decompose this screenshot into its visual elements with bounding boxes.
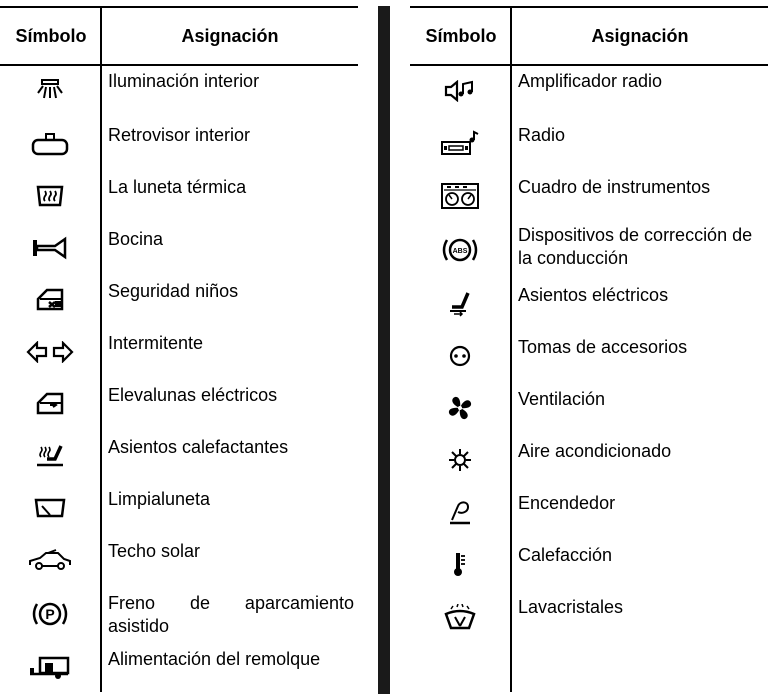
table-row <box>410 434 768 486</box>
row-label: Radio <box>518 125 566 145</box>
abs-letters: ABS <box>452 248 468 255</box>
parking-brake-letter: P <box>45 606 55 622</box>
row-label: Ventilación <box>518 389 606 409</box>
table-row <box>0 482 358 534</box>
table-row <box>410 538 768 590</box>
table-row <box>0 642 358 692</box>
sunroof-icon <box>0 534 100 586</box>
rearview-mirror-icon <box>0 118 100 170</box>
heating-icon <box>410 538 510 590</box>
row-label: Intermitente <box>108 333 204 353</box>
row-label: Encendedor <box>518 493 616 513</box>
radio-icon <box>410 118 510 170</box>
rear-wiper-icon <box>0 482 100 534</box>
power-window-icon <box>0 378 100 430</box>
table-row <box>0 586 358 642</box>
table-row <box>410 278 768 330</box>
trailer-power-icon <box>0 642 100 692</box>
fuse-table-left <box>0 6 358 669</box>
symbol-header: Símbolo <box>425 26 497 46</box>
instrument-cluster-icon <box>410 170 510 222</box>
turn-signal-icon <box>0 326 100 378</box>
windshield-washer-icon <box>410 590 510 646</box>
row-label: Techo solar <box>108 541 201 561</box>
horn-icon <box>0 222 100 274</box>
radio-amplifier-icon <box>410 64 510 118</box>
row-label: Cuadro de instrumentos <box>518 177 711 197</box>
air-conditioning-icon <box>410 434 510 486</box>
power-seat-icon <box>410 278 510 330</box>
row-label: Seguridad niños <box>108 281 239 301</box>
row-label: Tomas de accesorios <box>518 337 688 357</box>
table-row <box>0 118 358 170</box>
row-label: Alimentación del remolque <box>108 649 321 669</box>
table-row <box>410 382 768 434</box>
accessory-socket-icon <box>410 330 510 382</box>
row-label: Dispositivos de corrección de la conducción <box>518 225 753 268</box>
interior-light-icon <box>0 64 100 118</box>
row-label: Elevalunas eléctricos <box>108 385 278 405</box>
table-row <box>0 534 358 586</box>
table-row <box>0 222 358 274</box>
table-header <box>0 6 358 66</box>
table-row <box>0 64 358 118</box>
table-row <box>410 170 768 222</box>
table-row <box>410 590 768 646</box>
table-row <box>410 118 768 170</box>
assignment-header: Asignación <box>591 26 689 46</box>
row-label: Asientos eléctricos <box>518 285 669 305</box>
table-row <box>0 326 358 378</box>
cigarette-lighter-icon <box>410 486 510 538</box>
row-label: Aire acondicionado <box>518 441 672 461</box>
fuse-table-right <box>410 6 768 617</box>
row-label: Iluminación interior <box>108 71 260 91</box>
table-divider <box>378 6 390 694</box>
row-label: Asientos calefactantes <box>108 437 289 457</box>
row-label: La luneta térmica <box>108 177 247 197</box>
row-label: Bocina <box>108 229 164 249</box>
table-header <box>410 6 768 66</box>
assignment-header: Asignación <box>181 26 279 46</box>
child-lock-icon <box>0 274 100 326</box>
symbol-header: Símbolo <box>15 26 87 46</box>
row-label: Retrovisor interior <box>108 125 251 145</box>
table-row <box>410 486 768 538</box>
fan-icon <box>410 382 510 434</box>
table-row <box>0 274 358 326</box>
parking-brake-icon <box>0 586 100 642</box>
table-row <box>0 430 358 482</box>
table-row <box>410 222 768 278</box>
table-row <box>0 170 358 222</box>
heated-seat-icon <box>0 430 100 482</box>
table-row <box>410 64 768 118</box>
heated-rear-window-icon <box>0 170 100 222</box>
row-label: Limpialuneta <box>108 489 211 509</box>
row-label: Amplificador radio <box>518 71 663 91</box>
row-label: Freno de aparcamiento asistido <box>108 593 354 636</box>
abs-icon <box>410 222 510 278</box>
row-label: Calefacción <box>518 545 613 565</box>
table-row <box>410 330 768 382</box>
table-row <box>0 378 358 430</box>
row-label: Lavacristales <box>518 597 624 617</box>
